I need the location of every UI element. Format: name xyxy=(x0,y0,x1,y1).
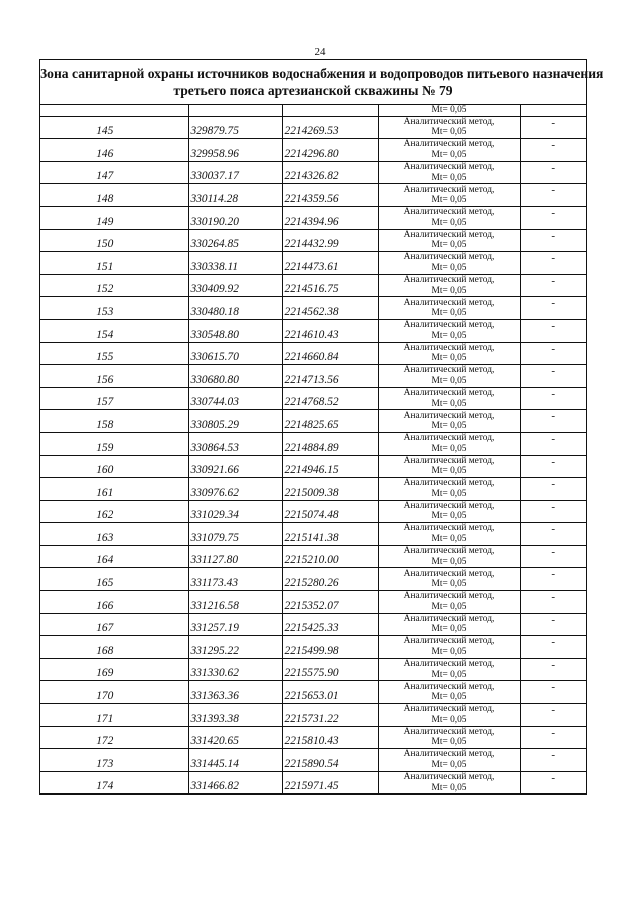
cell-method xyxy=(378,658,520,681)
cell-point-number xyxy=(40,105,188,116)
cell-mark: - xyxy=(520,274,586,297)
method-tolerance: Mt= 0,05 xyxy=(431,240,467,251)
cell-mark: - xyxy=(520,184,586,207)
cell-y-coordinate: 2214432.99 xyxy=(282,229,378,252)
cell-point-number: 159 xyxy=(40,432,188,455)
cell-x-coordinate: 330114.28 xyxy=(188,184,282,207)
cell-method xyxy=(378,342,520,365)
table-row xyxy=(40,342,586,365)
cell-method xyxy=(378,749,520,772)
cell-y-coordinate: 2214359.56 xyxy=(282,184,378,207)
cell-x-coordinate: 330976.62 xyxy=(188,478,282,501)
cell-point-number: 162 xyxy=(40,500,188,523)
cell-method xyxy=(378,252,520,275)
method-tolerance: Mt= 0,05 xyxy=(431,647,467,658)
table-row xyxy=(40,274,586,297)
method-tolerance: Mt= 0,05 xyxy=(431,285,467,296)
cell-method xyxy=(378,274,520,297)
method-tolerance: Mt= 0,05 xyxy=(431,398,467,409)
cell-y-coordinate: 2215971.45 xyxy=(282,771,378,794)
cell-point-number: 145 xyxy=(40,116,188,139)
cell-method xyxy=(378,161,520,184)
cell-method xyxy=(378,771,520,794)
cell-method xyxy=(378,139,520,162)
cell-point-number: 161 xyxy=(40,478,188,501)
table-row xyxy=(40,478,586,501)
method-tolerance: Mt= 0,05 xyxy=(431,421,467,432)
method-tolerance: Mt= 0,05 xyxy=(431,466,467,477)
table-row xyxy=(40,681,586,704)
cell-mark: - xyxy=(520,591,586,614)
cell-mark: - xyxy=(520,613,586,636)
table-row xyxy=(40,252,586,275)
method-text: Аналитический метод, xyxy=(403,320,495,331)
cell-point-number: 146 xyxy=(40,139,188,162)
method-text: Аналитический метод, xyxy=(403,478,495,489)
cell-point-number: 164 xyxy=(40,545,188,568)
cell-point-number: 172 xyxy=(40,726,188,749)
method-text: Аналитический метод, xyxy=(403,433,495,444)
cell-y-coordinate xyxy=(282,105,378,116)
cell-point-number: 157 xyxy=(40,387,188,410)
cell-y-coordinate: 2214394.96 xyxy=(282,206,378,229)
cell-mark: - xyxy=(520,726,586,749)
method-text: Аналитический метод, xyxy=(403,229,495,240)
cell-method xyxy=(378,184,520,207)
cell-y-coordinate: 2215499.98 xyxy=(282,636,378,659)
cell-x-coordinate: 331420.65 xyxy=(188,726,282,749)
cell-method xyxy=(378,681,520,704)
cell-x-coordinate: 330409.92 xyxy=(188,274,282,297)
cell-mark: - xyxy=(520,206,586,229)
table-row xyxy=(40,319,586,342)
header-title-line-1: Зона санитарной охраны источников водоснабжения и водопроводов питьевого назначения xyxy=(40,66,604,81)
cell-x-coordinate: 330037.17 xyxy=(188,161,282,184)
method-tolerance: Mt= 0,05 xyxy=(431,330,467,341)
cell-y-coordinate: 2215425.33 xyxy=(282,613,378,636)
cell-method xyxy=(378,432,520,455)
cell-mark: - xyxy=(520,749,586,772)
cell-point-number: 154 xyxy=(40,319,188,342)
cell-mark: - xyxy=(520,681,586,704)
table-row xyxy=(40,455,586,478)
method-tolerance: Mt= 0,05 xyxy=(431,308,467,319)
table-row xyxy=(40,297,586,320)
cell-y-coordinate: 2215009.38 xyxy=(282,478,378,501)
cell-mark: - xyxy=(520,636,586,659)
method-tolerance: Mt= 0,05 xyxy=(431,195,467,206)
cell-x-coordinate: 330548.80 xyxy=(188,319,282,342)
cell-x-coordinate: 330190.20 xyxy=(188,206,282,229)
cell-method xyxy=(378,636,520,659)
method-tolerance: Mt= 0,05 xyxy=(431,669,467,680)
method-text: Аналитический метод, xyxy=(403,591,495,602)
method-text: Аналитический метод, xyxy=(403,546,495,557)
cell-method xyxy=(378,613,520,636)
cell-mark xyxy=(520,105,586,116)
table-row xyxy=(40,184,586,207)
cell-point-number: 166 xyxy=(40,591,188,614)
page-number: 24 xyxy=(314,46,326,58)
cell-mark: - xyxy=(520,432,586,455)
cell-method xyxy=(378,704,520,727)
cell-x-coordinate: 330264.85 xyxy=(188,229,282,252)
cell-point-number: 171 xyxy=(40,704,188,727)
method-text: Аналитический метод, xyxy=(403,297,495,308)
method-text: Аналитический метод, xyxy=(403,161,495,172)
cell-method: Mt= 0,05 xyxy=(378,105,520,116)
cell-x-coordinate: 329879.75 xyxy=(188,116,282,139)
method-text: Аналитический метод, xyxy=(403,568,495,579)
table-row xyxy=(40,161,586,184)
method-tolerance: Mt= 0,05 xyxy=(431,624,467,635)
cell-point-number: 165 xyxy=(40,568,188,591)
table-row xyxy=(40,229,586,252)
cell-y-coordinate: 2214326.82 xyxy=(282,161,378,184)
cell-method xyxy=(378,478,520,501)
cell-mark: - xyxy=(520,704,586,727)
cell-point-number: 151 xyxy=(40,252,188,275)
cell-x-coordinate xyxy=(188,105,282,116)
method-tolerance: Mt= 0,05 xyxy=(431,760,467,771)
cell-method xyxy=(378,523,520,546)
cell-y-coordinate: 2214269.53 xyxy=(282,116,378,139)
method-tolerance: Mt= 0,05 xyxy=(431,534,467,545)
cell-x-coordinate: 331257.19 xyxy=(188,613,282,636)
cell-y-coordinate: 2215141.38 xyxy=(282,523,378,546)
cell-point-number: 168 xyxy=(40,636,188,659)
cell-y-coordinate: 2214562.38 xyxy=(282,297,378,320)
table-row xyxy=(40,613,586,636)
method-text: Аналитический метод, xyxy=(403,681,495,692)
cell-y-coordinate: 2214296.80 xyxy=(282,139,378,162)
cell-mark: - xyxy=(520,116,586,139)
method-text: Аналитический метод, xyxy=(403,659,495,670)
cell-point-number: 169 xyxy=(40,658,188,681)
cell-mark: - xyxy=(520,568,586,591)
cell-point-number: 155 xyxy=(40,342,188,365)
method-text: Аналитический метод, xyxy=(403,523,495,534)
table-row xyxy=(40,658,586,681)
cell-method xyxy=(378,206,520,229)
table-row xyxy=(40,591,586,614)
cell-y-coordinate: 2215280.26 xyxy=(282,568,378,591)
cell-point-number: 156 xyxy=(40,365,188,388)
method-text: Аналитический метод, xyxy=(403,636,495,647)
cell-mark: - xyxy=(520,365,586,388)
cell-x-coordinate: 330921.66 xyxy=(188,455,282,478)
cell-mark: - xyxy=(520,500,586,523)
table-row xyxy=(40,387,586,410)
cell-method xyxy=(378,545,520,568)
method-tolerance: Mt= 0,05 xyxy=(431,556,467,567)
cell-y-coordinate: 2214884.89 xyxy=(282,432,378,455)
table-row xyxy=(40,523,586,546)
cell-method xyxy=(378,591,520,614)
cell-x-coordinate: 331445.14 xyxy=(188,749,282,772)
cell-y-coordinate: 2214825.65 xyxy=(282,410,378,433)
table-header xyxy=(40,60,604,105)
cell-point-number: 160 xyxy=(40,455,188,478)
table-row-continued xyxy=(40,105,586,116)
cell-y-coordinate: 2214713.56 xyxy=(282,365,378,388)
cell-mark: - xyxy=(520,410,586,433)
table-row xyxy=(40,116,586,139)
table-row xyxy=(40,432,586,455)
table-row xyxy=(40,365,586,388)
method-tolerance: Mt= 0,05 xyxy=(431,579,467,590)
cell-mark: - xyxy=(520,319,586,342)
coordinates-table-body xyxy=(40,105,586,794)
method-text: Аналитический метод, xyxy=(403,772,495,783)
method-tolerance: Mt= 0,05 xyxy=(431,149,467,160)
cell-x-coordinate: 330480.18 xyxy=(188,297,282,320)
cell-x-coordinate: 330744.03 xyxy=(188,387,282,410)
cell-x-coordinate: 330615.70 xyxy=(188,342,282,365)
method-tolerance: Mt= 0,05 xyxy=(431,782,467,793)
cell-mark: - xyxy=(520,229,586,252)
cell-method xyxy=(378,116,520,139)
cell-x-coordinate: 331029.34 xyxy=(188,500,282,523)
method-tolerance: Mt= 0,05 xyxy=(431,375,467,386)
cell-mark: - xyxy=(520,342,586,365)
method-text: Аналитический метод, xyxy=(403,704,495,715)
cell-point-number: 173 xyxy=(40,749,188,772)
cell-method xyxy=(378,500,520,523)
method-tolerance: Mt= 0,05 xyxy=(431,172,467,183)
method-text: Аналитический метод, xyxy=(403,387,495,398)
cell-mark: - xyxy=(520,252,586,275)
table-row xyxy=(40,771,586,794)
method-tolerance: Mt= 0,05 xyxy=(431,127,467,138)
cell-y-coordinate: 2214946.15 xyxy=(282,455,378,478)
coordinates-table xyxy=(40,105,586,794)
method-text: Аналитический метод, xyxy=(403,116,495,127)
cell-point-number: 167 xyxy=(40,613,188,636)
table-row xyxy=(40,139,586,162)
cell-y-coordinate: 2215653.01 xyxy=(282,681,378,704)
cell-y-coordinate: 2215352.07 xyxy=(282,591,378,614)
cell-y-coordinate: 2214768.52 xyxy=(282,387,378,410)
cell-y-coordinate: 2214660.84 xyxy=(282,342,378,365)
table-row xyxy=(40,749,586,772)
cell-point-number: 170 xyxy=(40,681,188,704)
cell-mark: - xyxy=(520,455,586,478)
cell-point-number: 147 xyxy=(40,161,188,184)
cell-x-coordinate: 330338.11 xyxy=(188,252,282,275)
cell-point-number: 163 xyxy=(40,523,188,546)
cell-y-coordinate: 2214610.43 xyxy=(282,319,378,342)
cell-x-coordinate: 330864.53 xyxy=(188,432,282,455)
cell-x-coordinate: 331330.62 xyxy=(188,658,282,681)
cell-x-coordinate: 329958.96 xyxy=(188,139,282,162)
method-tolerance: Mt= 0,05 xyxy=(431,692,467,703)
cell-x-coordinate: 330805.29 xyxy=(188,410,282,433)
cell-point-number: 158 xyxy=(40,410,188,433)
table-row xyxy=(40,206,586,229)
method-text: Аналитический метод, xyxy=(403,455,495,466)
cell-point-number: 152 xyxy=(40,274,188,297)
cell-x-coordinate: 331363.36 xyxy=(188,681,282,704)
method-tolerance: Mt= 0,05 xyxy=(431,443,467,454)
cell-x-coordinate: 331127.80 xyxy=(188,545,282,568)
cell-method xyxy=(378,297,520,320)
cell-point-number: 149 xyxy=(40,206,188,229)
cell-point-number: 153 xyxy=(40,297,188,320)
table-row xyxy=(40,568,586,591)
method-text: Аналитический метод, xyxy=(403,207,495,218)
method-tolerance: Mt= 0,05 xyxy=(431,217,467,228)
method-text: Аналитический метод, xyxy=(403,410,495,421)
table-row xyxy=(40,636,586,659)
method-text: Аналитический метод, xyxy=(403,184,495,195)
cell-mark: - xyxy=(520,478,586,501)
cell-y-coordinate: 2215575.90 xyxy=(282,658,378,681)
cell-y-coordinate: 2215890.54 xyxy=(282,749,378,772)
cell-method xyxy=(378,365,520,388)
cell-x-coordinate: 331216.58 xyxy=(188,591,282,614)
cell-method xyxy=(378,455,520,478)
cell-method xyxy=(378,229,520,252)
cell-mark: - xyxy=(520,161,586,184)
method-text: Аналитический метод, xyxy=(403,342,495,353)
cell-mark: - xyxy=(520,387,586,410)
method-tolerance: Mt= 0,05 xyxy=(431,511,467,522)
cell-method xyxy=(378,410,520,433)
method-text: Аналитический метод, xyxy=(403,252,495,263)
method-text: Аналитический метод, xyxy=(403,274,495,285)
cell-x-coordinate: 331173.43 xyxy=(188,568,282,591)
cell-x-coordinate: 330680.80 xyxy=(188,365,282,388)
cell-mark: - xyxy=(520,771,586,794)
cell-point-number: 174 xyxy=(40,771,188,794)
method-text: Аналитический метод, xyxy=(403,726,495,737)
cell-point-number: 150 xyxy=(40,229,188,252)
cell-mark: - xyxy=(520,545,586,568)
cell-mark: - xyxy=(520,658,586,681)
cell-y-coordinate: 2214516.75 xyxy=(282,274,378,297)
method-tolerance: Mt= 0,05 xyxy=(431,737,467,748)
cell-x-coordinate: 331393.38 xyxy=(188,704,282,727)
method-tolerance: Mt= 0,05 xyxy=(431,601,467,612)
cell-method xyxy=(378,319,520,342)
cell-x-coordinate: 331466.82 xyxy=(188,771,282,794)
cell-y-coordinate: 2215210.00 xyxy=(282,545,378,568)
method-text: Аналитический метод, xyxy=(403,500,495,511)
method-tolerance: Mt= 0,05 xyxy=(431,262,467,273)
cell-mark: - xyxy=(520,297,586,320)
cell-method xyxy=(378,387,520,410)
cell-x-coordinate: 331295.22 xyxy=(188,636,282,659)
cell-method xyxy=(378,726,520,749)
method-text: Аналитический метод, xyxy=(403,365,495,376)
method-tolerance: Mt= 0,05 xyxy=(431,488,467,499)
cell-method xyxy=(378,568,520,591)
method-text: Аналитический метод, xyxy=(403,749,495,760)
method-text: Аналитический метод, xyxy=(403,613,495,624)
cell-y-coordinate: 2215731.22 xyxy=(282,704,378,727)
table-row xyxy=(40,545,586,568)
cell-y-coordinate: 2214473.61 xyxy=(282,252,378,275)
cell-point-number: 148 xyxy=(40,184,188,207)
cell-mark: - xyxy=(520,139,586,162)
method-text: Аналитический метод, xyxy=(403,139,495,150)
table-row xyxy=(40,500,586,523)
table-row xyxy=(40,726,586,749)
method-tolerance: Mt= 0,05 xyxy=(431,714,467,725)
coordinate-sheet xyxy=(39,59,604,795)
method-tolerance: Mt= 0,05 xyxy=(431,353,467,364)
cell-x-coordinate: 331079.75 xyxy=(188,523,282,546)
table-row xyxy=(40,704,586,727)
cell-mark: - xyxy=(520,523,586,546)
cell-y-coordinate: 2215810.43 xyxy=(282,726,378,749)
table-row xyxy=(40,410,586,433)
cell-y-coordinate: 2215074.48 xyxy=(282,500,378,523)
header-title-line-2: третьего пояса артезианской скважины № 79 xyxy=(173,83,453,98)
